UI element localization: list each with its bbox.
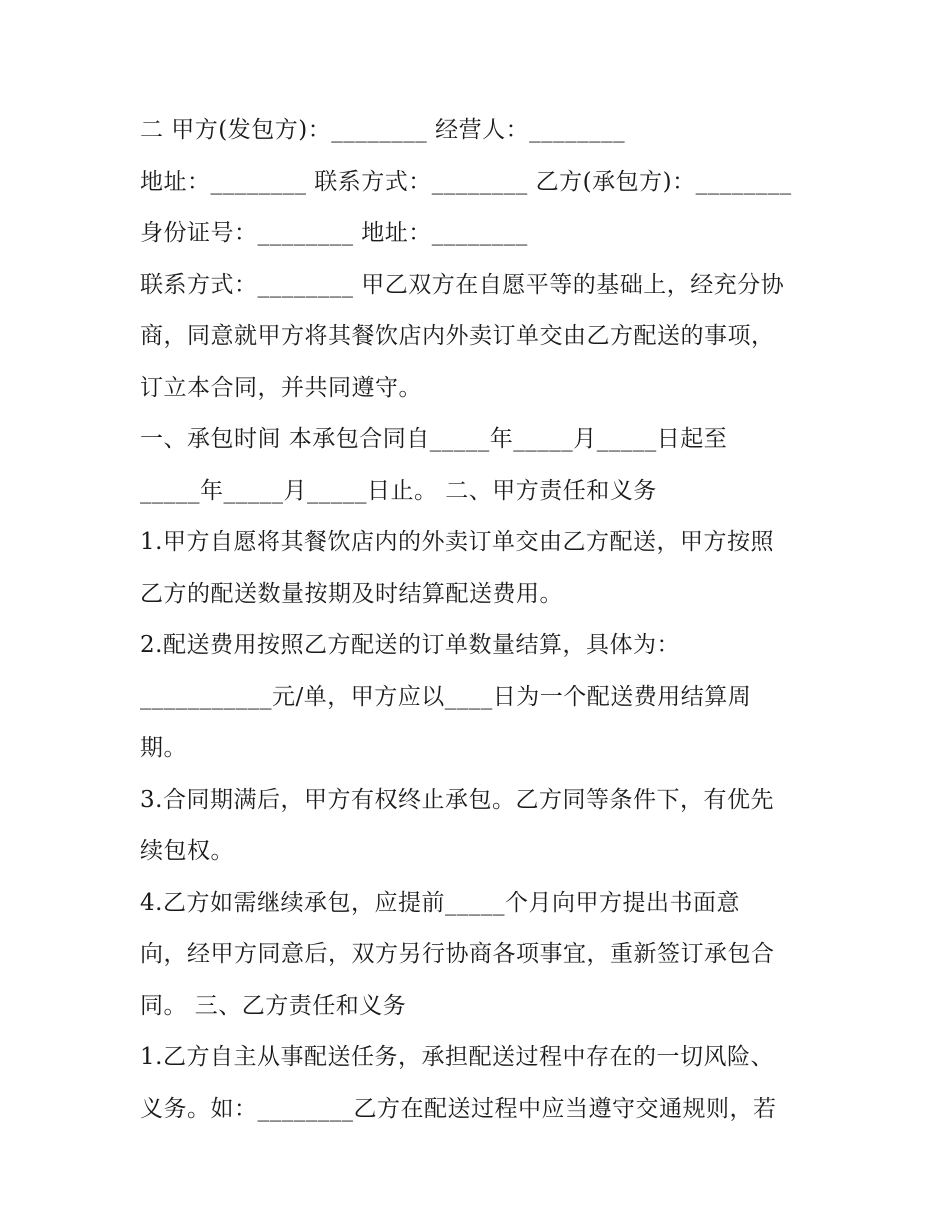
text-line: ___________元/单，甲方应以____日为一个配送费用结算周 [140, 683, 752, 710]
text-line: 乙方的配送数量按期及时结算配送费用。 [140, 580, 563, 607]
text-line: _____年_____月_____日止。 二、甲方责任和义务 [140, 477, 657, 504]
text-line: 1.乙方自主从事配送任务，承担配送过程中存在的一切风险、 [140, 1044, 774, 1070]
text-line: 同。 三、乙方责任和义务 [140, 992, 407, 1019]
text-line: 1.甲方自愿将其餐饮店内的外卖订单交由乙方配送，甲方按照 [140, 529, 774, 555]
text-line: 2.配送费用按照乙方配送的订单数量结算，具体为： [140, 632, 680, 658]
text-line: 义务。如：________乙方在配送过程中应当遵守交通规则，若 [140, 1095, 777, 1122]
text-line: 订立本合同，并共同遵守。 [140, 374, 422, 401]
text-line: 4.乙方如需继续承包，应提前_____个月向甲方提出书面意 [140, 889, 740, 916]
text-line: 一、承包时间 本承包合同自_____年_____月_____日起至 [140, 426, 728, 452]
text-line: 地址：________ 联系方式：________ 乙方(承包方)：________ [140, 168, 792, 195]
text-line: 3.合同期满后，甲方有权终止承包。乙方同等条件下，有优先 [140, 786, 774, 813]
text-line: 二 甲方(发包方)：________ 经营人：________ [140, 117, 626, 143]
contract-body [140, 105, 830, 1135]
text-line: 商，同意就甲方将其餐饮店内外卖订单交由乙方配送的事项， [140, 323, 775, 349]
text-line: 续包权。 [140, 838, 234, 864]
text-line: 期。 [140, 735, 187, 761]
text-line: 身份证号：________ 地址：________ [140, 220, 528, 246]
text-line: 向，经甲方同意后，双方另行协商各项事宜，重新签订承包合 [140, 941, 775, 967]
text-line: 联系方式：________ 甲乙双方在自愿平等的基础上，经充分协 [140, 271, 785, 298]
